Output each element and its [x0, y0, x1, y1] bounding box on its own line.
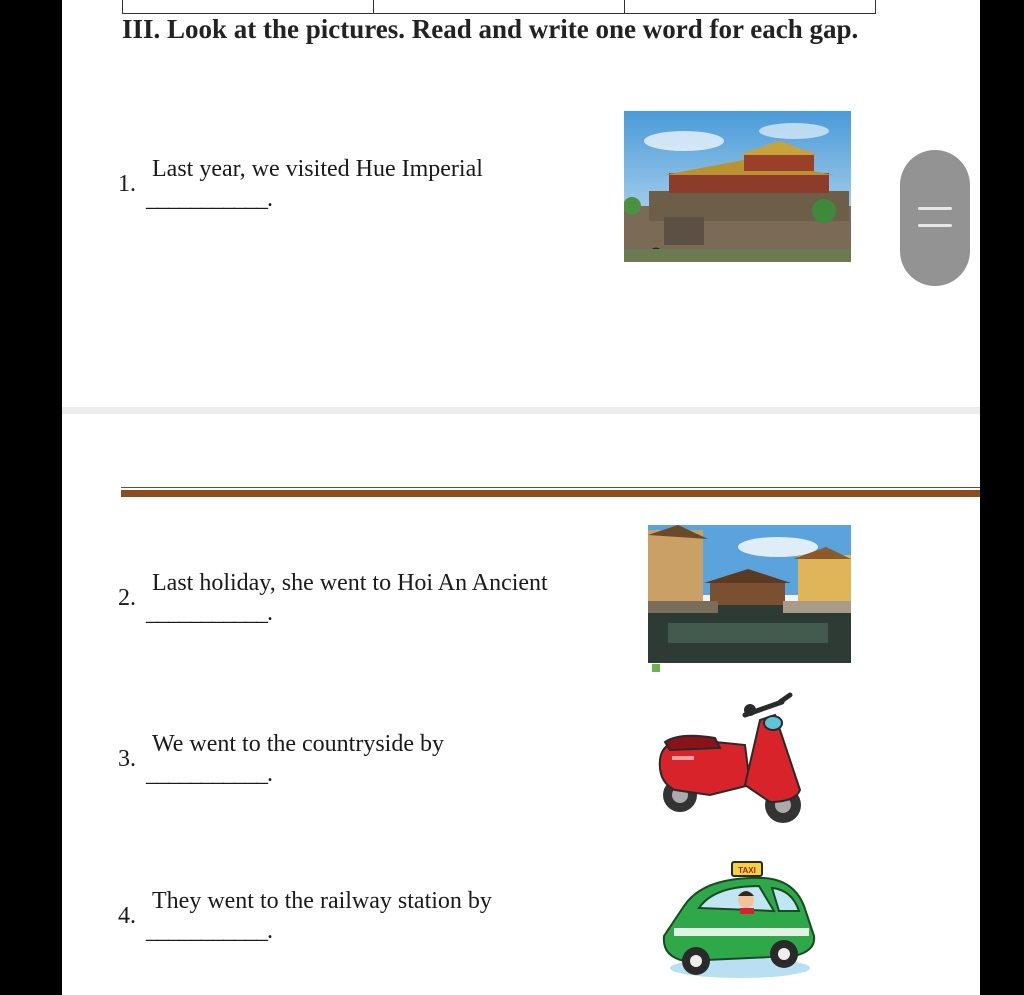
- question-number: 4.: [118, 903, 136, 929]
- answer-blank[interactable]: ___________.: [146, 600, 272, 626]
- horizontal-rule: [121, 487, 980, 497]
- worksheet-page: [62, 0, 980, 995]
- table-bottom-edge: [122, 0, 876, 14]
- page-separator: [62, 407, 980, 414]
- question-text: Last holiday, she went to Hoi An Ancient: [152, 570, 548, 596]
- grip-line-icon: [918, 224, 952, 227]
- question-text: We went to the countryside by: [152, 731, 444, 757]
- section-heading: III. Look at the pictures. Read and write one word for each gap.: [122, 14, 859, 44]
- question-text: Last year, we visited Hue Imperial: [152, 156, 483, 182]
- hoi-an-ancient-town-photo: [648, 525, 851, 675]
- question-number: 2.: [118, 585, 136, 611]
- question-number: 3.: [118, 746, 136, 772]
- answer-blank[interactable]: ___________.: [146, 186, 272, 212]
- scroll-handle[interactable]: [900, 150, 970, 286]
- question-number: 1.: [118, 171, 136, 197]
- green-taxi-icon: [654, 856, 822, 982]
- red-motorbike-icon: [650, 690, 810, 830]
- question-text: They went to the railway station by: [152, 888, 492, 914]
- answer-blank[interactable]: ___________.: [146, 918, 272, 944]
- grip-line-icon: [918, 207, 952, 210]
- taxi-sign-text: TAXI: [738, 866, 756, 875]
- hue-imperial-citadel-photo: [624, 111, 851, 262]
- answer-blank[interactable]: ___________.: [146, 761, 272, 787]
